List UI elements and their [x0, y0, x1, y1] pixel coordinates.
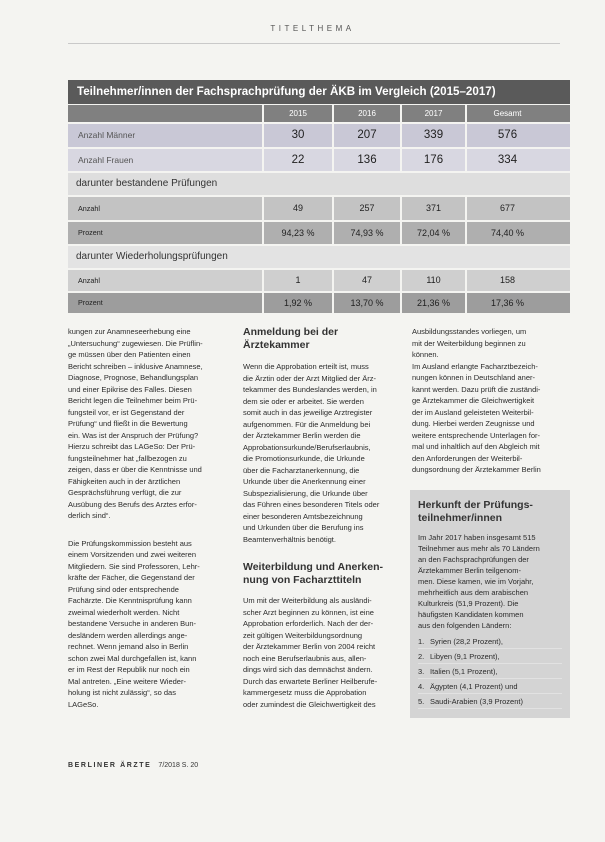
table-cell: 72,04 %: [400, 222, 465, 244]
row-label: Anzahl: [78, 204, 100, 213]
list-item: [418, 634, 562, 649]
body-paragraph: Wenn die Approbation erteilt ist, muss die Ärztin oder der Arzt Mitglied der Ärz- tekammer des Bundeslandes werden, in dem sie oder er arbeitet. Sie werden somit auch in das jeweilige Arztregister aufgenommen. Für die Anmeldung bei der Ärztekammer Berlin werden die Approbationsurkunde/Berufserlaubnis, die Promotionsurkunde, die Urkunde über die Facharztanerkennung, die Urkunde über die Anerkennung einer Subspezialisierung, die Urkunde über das Führen eines besonderen Titels oder einer besonderen Amtsbezeichnung und Urkunden über die Berufung ins Beamtenverhältnis benötigt.: [243, 362, 380, 544]
info-box-herkunft: [410, 490, 570, 718]
table-cell: 47: [332, 270, 400, 291]
text-column-1: [68, 326, 203, 710]
table-row-wiederholung-anzahl: [68, 270, 570, 291]
table-cell: 136: [332, 149, 400, 171]
column-header: 2017: [400, 105, 465, 122]
table-cell: 339: [400, 124, 465, 147]
table-cell: 677: [465, 197, 570, 220]
table-header-row: [68, 105, 570, 122]
table-cell: 49: [262, 197, 332, 220]
section-title-bestanden: darunter bestandene Prüfungen: [68, 173, 570, 195]
list-text: Saudi-Arabien (3,9 Prozent): [430, 697, 523, 706]
list-item: [418, 649, 562, 664]
table-cell: 110: [400, 270, 465, 291]
header-divider: [68, 43, 560, 44]
subheading-weiterbildung: Weiterbildung und Anerken- nung von Facharzttiteln: [243, 561, 384, 586]
list-number: 3.: [418, 667, 425, 676]
comparison-table: [68, 80, 570, 313]
table-cell: 371: [400, 197, 465, 220]
body-paragraph: Im Ausland erlangte Facharztbezeich- nungen können in Deutschland aner- kannt werden. Dazu prüft die zuständi- ge Ärztekammer die Gleichwertigkeit der im Ausland geleisteten Weiterbil- dung. Hierbei werden Zeugnisse und weitere entsprechende Unterlagen for- mal und inhaltlich auf den Abgleich mit den Anforderungen der Weiterbil- dungsordnung der Ärztekammer Berlin: [412, 361, 541, 474]
table-cell: 158: [465, 270, 570, 291]
page-footer: [68, 762, 198, 769]
list-number: 5.: [418, 697, 425, 706]
table-row-wiederholung-prozent: [68, 293, 570, 313]
row-label: Anzahl Frauen: [78, 155, 134, 165]
table-cell: 176: [400, 149, 465, 171]
row-label: Prozent: [78, 228, 103, 237]
text-column-2: [243, 326, 383, 710]
list-number: 2.: [418, 652, 425, 661]
row-label: Prozent: [78, 298, 103, 307]
table-row-bestanden-prozent: [68, 222, 570, 244]
column-header: 2015: [262, 105, 332, 122]
body-paragraph: Die Prüfungskommission besteht aus einem Vorsitzenden und zwei weiteren Mitgliedern. Sie sind Professoren, Lehr- kräfte der Fächer, die Gegenstand der Prüfung sind oder entsprechende Fachärzte. Die Kenntnisprüfung kann zweimal wiederholt werden. Nicht bestandene Versuche in anderen Bun- desländern werden allerdings ange- rechnet. Wenn jemand also in Berlin schon zwei Mal durchgefallen ist, kann er im Rest der Republik nur noch ein Mal antreten. „Eine weitere Wieder- holung ist nicht zulässig“, so das LAGeSo.: [68, 538, 200, 709]
table-cell: 74,93 %: [332, 222, 400, 244]
table-row-anzahl-frauen: [68, 149, 570, 171]
list-number: 1.: [418, 637, 425, 646]
table-cell: 13,70 %: [332, 293, 400, 313]
table-cell: 1,92 %: [262, 293, 332, 313]
table-header-label-cell: [68, 105, 262, 122]
list-text: Libyen (9,1 Prozent),: [430, 652, 500, 661]
table-cell: 257: [332, 197, 400, 220]
list-number: 4.: [418, 682, 425, 691]
table-cell: 94,23 %: [262, 222, 332, 244]
list-item: [418, 679, 562, 694]
body-paragraph: Um mit der Weiterbildung als ausländi- scher Arzt beginnen zu können, ist eine Approbation erforderlich. Nach der der- zeit gültigen Weiterbildungsordnung der Ärztekammer Berlin von 2004 reicht noch eine Berufserlaubnis aus, allen- dings wird sich das demnächst ändern. Durch das erwartete Berliner Heilberufe- kammergesetz muss die Approbation oder zumindest die Gleichwertigkeit des: [243, 596, 378, 709]
table-cell: 334: [465, 149, 570, 171]
table-cell: 17,36 %: [465, 293, 570, 313]
table-cell: 21,36 %: [400, 293, 465, 313]
table-row-bestanden-anzahl: [68, 197, 570, 220]
column-header: Gesamt: [465, 105, 570, 122]
column-header: 2016: [332, 105, 400, 122]
list-item: [418, 694, 562, 709]
row-label: Anzahl: [78, 276, 100, 285]
info-box-heading: Herkunft der Prüfungs- teilnehmer/innen: [418, 499, 533, 524]
list-text: Italien (5,1 Prozent),: [430, 667, 498, 676]
country-list: [418, 634, 562, 709]
table-cell: 30: [262, 124, 332, 147]
table-cell: 22: [262, 149, 332, 171]
section-title-wiederholung: darunter Wiederholungsprüfungen: [68, 246, 570, 268]
table-cell: 576: [465, 124, 570, 147]
list-text: Ägypten (4,1 Prozent) und: [430, 682, 518, 691]
table-row-anzahl-maenner: [68, 124, 570, 147]
subheading-anmeldung: Anmeldung bei der Ärztekammer: [243, 326, 339, 351]
list-text: Syrien (28,2 Prozent),: [430, 637, 503, 646]
section-header: TITELTHEMA: [270, 24, 355, 33]
table-cell: 207: [332, 124, 400, 147]
table-cell: 74,40 %: [465, 222, 570, 244]
body-paragraph: Ausbildungsstandes vorliegen, um mit der Weiterbildung beginnen zu können.: [412, 327, 527, 359]
row-label: Anzahl Männer: [78, 130, 136, 140]
info-box-text: Im Jahr 2017 haben insgesamt 515 Teilnehmer aus mehr als 70 Ländern an den Fachsprachprüfungen der Ärztekammer Berlin teilgenom- men. Diese kamen, wie im Vorjahr, mehrheitlich aus dem arabischen Kulturkreis (51,9 Prozent). Die häufigsten Kandidaten kommen aus den folgenden Ländern:: [418, 533, 540, 630]
table-cell: 1: [262, 270, 332, 291]
table-title: Teilnehmer/innen der Fachsprachprüfung der ÄKB im Vergleich (2015–2017): [68, 80, 570, 104]
issue-page: 7/2018 S. 20: [158, 762, 199, 769]
list-item: [418, 664, 562, 679]
body-paragraph: kungen zur Anamneseerhebung eine „Untersuchung“ zugewiesen. Die Prüflin- ge müssen über den Patienten einen Bericht schreiben – inklusive Anamnese, Diagnose, Prognose, Behandlungsplan und einer Epikrise des Falles. Diesen Bericht legen die Teilnehmer beim Prü- fungsteil vor, er ist Gegenstand der Prüfung“ und fließt in die Bewertung ein. Was ist der Anspruch der Prüfung? Hierzu schreibt das LAGeSo: Der Prü- fungsteilnehmer hat „fallbezogen zu zeigen, dass er über die Kenntnisse und Fähigkeiten auch in der ärztlichen Gesprächsführung verfügt, die zur Ausübung des Berufs des Arztes erfor- derlich sind“.: [68, 327, 203, 520]
text-column-3: [412, 326, 541, 476]
publication-name: BERLINER ÄRZTE: [68, 762, 152, 769]
